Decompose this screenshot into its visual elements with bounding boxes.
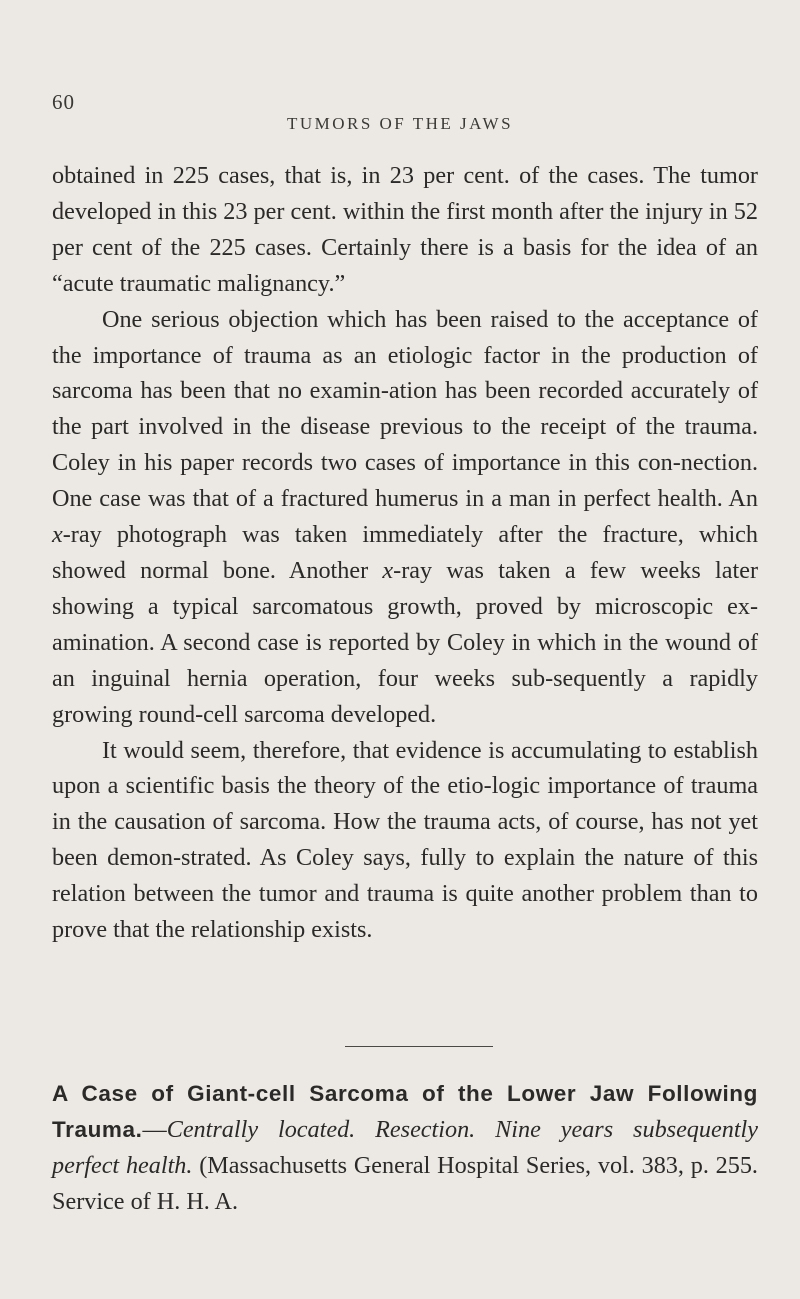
- page-number: 60: [52, 90, 75, 114]
- body-text: [52, 158, 758, 948]
- case-title: A Case of Giant-cell Sarcoma of the Lower Jaw Following Trauma.: [52, 1081, 758, 1142]
- paragraph-2-part-c: -ray was taken a few weeks later showing a typical sarcomatous growth, proved by microscopic ex-amination. A second case is reported by Coley in which in the wound of an inguinal hernia operation, four weeks sub-sequently a rapidly growing round-cell sarcoma developed.: [52, 556, 758, 728]
- paragraph-2-part-b: -ray photograph was taken immediately after the fracture, which showed normal bone. Another: [52, 521, 758, 584]
- paragraph-2-part-a: One serious objection which has been raised to the acceptance of the importance of trauma as an etiologic factor in the production of sarcoma has been that no examin-ation has been recorded accurately of the part involved in the disease previous to the receipt of the trauma. Coley in his paper records two cases of importance in this con-nection. One case was that of a fractured humerus in a man in perfect health. An: [52, 305, 758, 513]
- case-heading: [52, 1076, 758, 1220]
- paragraph-2: [52, 302, 758, 733]
- running-head: TUMORS OF THE JAWS: [286, 114, 514, 133]
- xray-variable: x: [52, 521, 63, 549]
- xray-variable: x: [382, 556, 394, 584]
- paragraph-3: It would seem, therefore, that evidence is accumulating to establish upon a scientific basis the theory of the etio-logic importance of trauma in the causation of sarcoma. How the trauma acts, of course, has not yet been demon-strated. As Coley says, fully to explain the nature of this relation between the tumor and trauma is quite another problem than to prove that the relationship exists.: [52, 736, 758, 944]
- paragraph-1: obtained in 225 cases, that is, in 23 per cent. of the cases. The tumor developed in this 23 per cent. within the first month after the injury in 52 per cent of the 225 cases. Certainly there is a basis for the idea of an “acute traumatic malignancy.”: [52, 162, 758, 297]
- case-citation: (Massachusetts General Hospital Series, vol. 383, p. 255. Service of H. H. A.: [52, 1151, 758, 1215]
- case-dash: —: [142, 1115, 167, 1143]
- case-summary: Centrally located. Resection. Nine years subsequently perfect health.: [52, 1115, 758, 1179]
- section-divider: [345, 1046, 493, 1047]
